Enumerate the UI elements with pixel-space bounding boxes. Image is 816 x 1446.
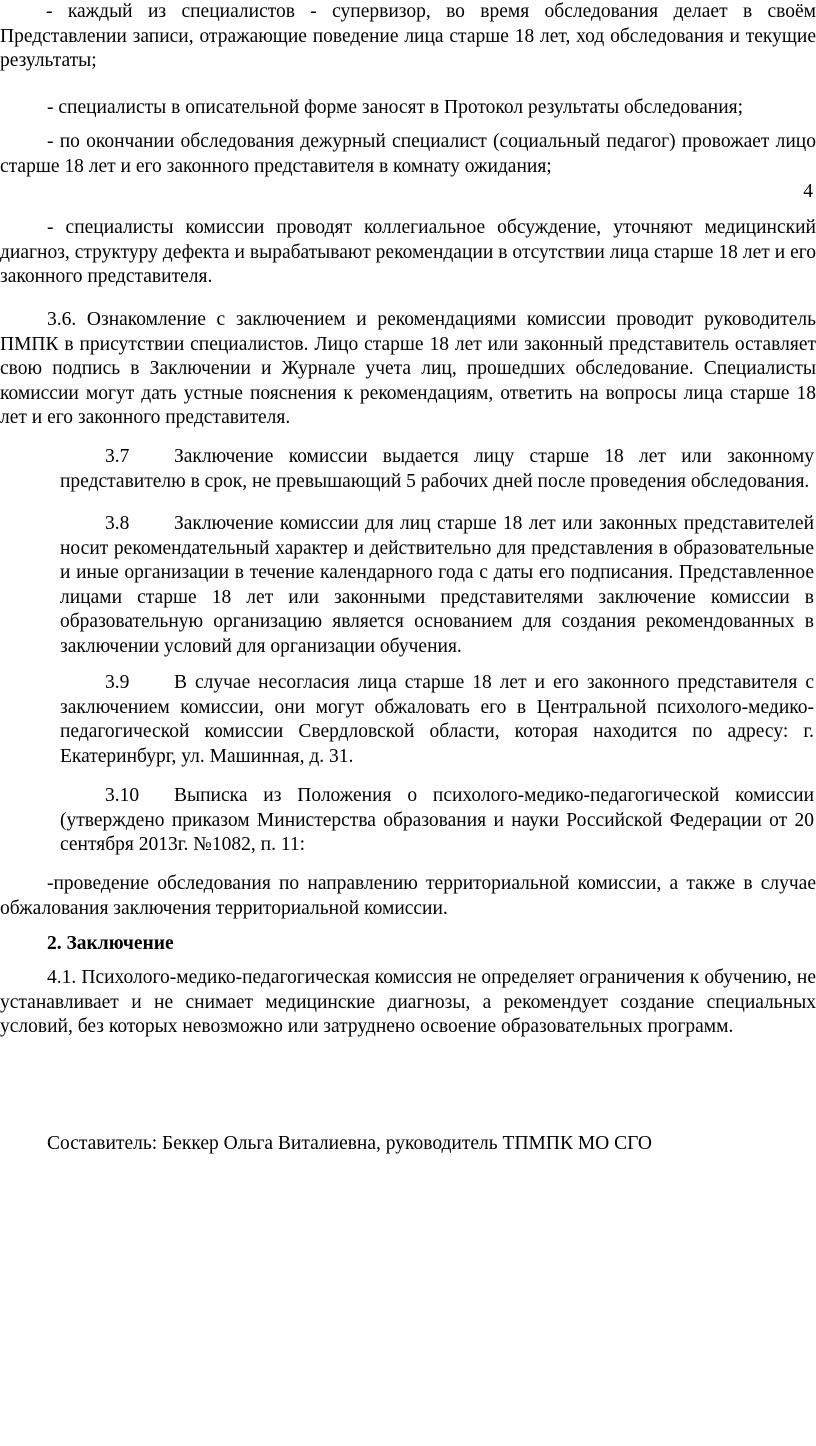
paragraph-3-6: 3.6. Ознакомление с заключением и рекомендациями комиссии проводит руководитель ПМПК в присутствии специалистов. Лицо старше 18 лет или законный представитель оставляет свою подпись в Заключении и Журнале учета лиц, прошедших обследование. Специалисты комиссии могут дать устные пояснения к рекомендациям, ответить на вопросы лица старше 18 лет и его законного представителя.: [0, 309, 816, 428]
item-number: 3.8: [105, 513, 130, 534]
item-number: 3.10: [105, 785, 140, 806]
item-3-7: [60, 445, 814, 494]
paragraph-discussion: - специалисты комиссии проводят коллегиальное обсуждение, уточняют медицинский диагноз, структуру дефекта и вырабатывают рекомендации в отсутствии лица старше 18 лет и его законного представителя.: [0, 217, 816, 287]
item-text: В случае несогласия лица старше 18 лет и его законного представителя с заключением комиссии, они могут обжаловать его в Центральной психолого-медико-педагогической комиссии Свердловской области, которая находится по адресу: г. Екатеринбург, ул. Машинная, д. 31.: [60, 672, 814, 767]
page-number: 4: [803, 181, 813, 202]
item-3-9: [60, 671, 814, 769]
paragraph-supervisor: - каждый из специалистов - супервизор, во время обследования делает в своём Представлении записи, отражающие поведение лица старше 18 лет, ход обследования и текущие результаты;: [0, 1, 816, 71]
author-line: Составитель: Беккер Ольга Виталиевна, руководитель ТПМПК МО СГО: [47, 1133, 653, 1154]
section-heading: 2. Заключение: [47, 933, 174, 954]
item-number: 3.7: [105, 446, 130, 467]
paragraph-escort: - по окончании обследования дежурный специалист (социальный педагог) провожает лицо старше 18 лет и его законного представителя в комнату ожидания;: [0, 131, 816, 177]
item-text: Выписка из Положения о психолого-медико-педагогической комиссии (утверждено приказом Министерства образования и науки Российской Федерации от 20 сентября 2013г. №1082, п. 11:: [60, 785, 814, 855]
item-text: Заключение комиссии выдается лицу старше 18 лет или законному представителю в срок, не превышающий 5 рабочих дней после проведения обследования.: [60, 446, 814, 492]
paragraph-protocol: - специалисты в описательной форме заносят в Протокол результаты обследования;: [47, 97, 744, 118]
item-text: Заключение комиссии для лиц старше 18 лет или законных представителей носит рекомендательный характер и действительно для представления в образовательные и иные организации в течение календарного года с даты его подписания. Представленное лицами старше 18 лет или законными представителями заключение комиссии в образовательную организацию является основанием для создания рекомендованных в заключении условий для организации обучения.: [60, 513, 814, 657]
item-number: 3.9: [105, 672, 130, 693]
item-3-8: [60, 512, 814, 659]
paragraph-appeal: -проведение обследования по направлению территориальной комиссии, а также в случае обжалования заключения территориальной комиссии.: [0, 873, 816, 919]
item-3-10: [60, 784, 814, 858]
paragraph-4-1: 4.1. Психолого-медико-педагогическая комиссия не определяет ограничения к обучению, не устанавливает и не снимает медицинские диагнозы, а рекомендует создание специальных условий, без которых невозможно или затруднено освоение образовательных программ.: [0, 967, 816, 1037]
